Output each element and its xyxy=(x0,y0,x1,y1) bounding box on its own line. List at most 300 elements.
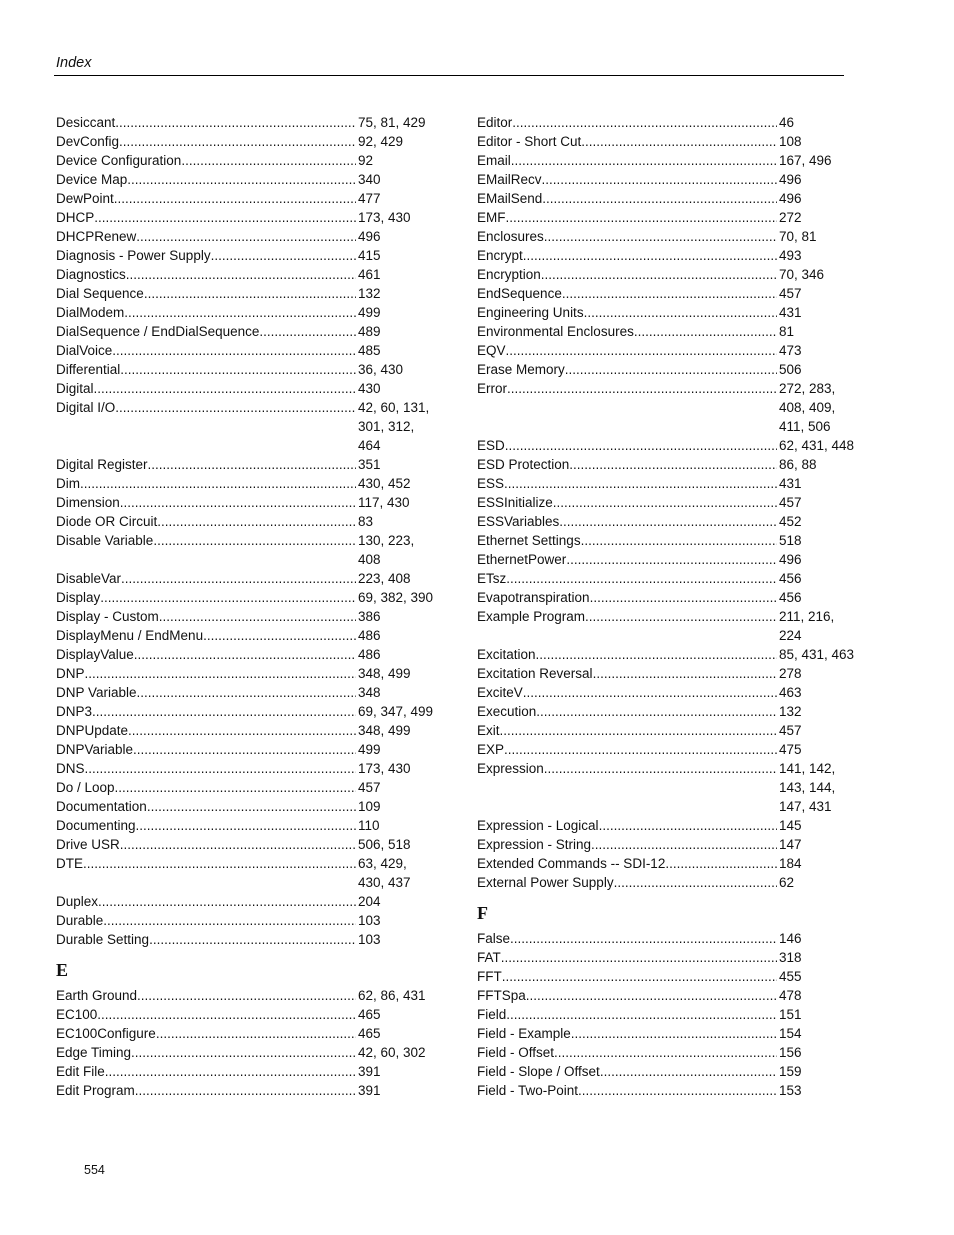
index-term: FFTSpa xyxy=(477,988,526,1003)
index-page-refs: 156 xyxy=(779,1045,802,1060)
index-page-refs: 506, 518 xyxy=(358,837,411,852)
index-term: Diagnosis - Power Supply xyxy=(56,248,211,263)
index-term: DNP xyxy=(56,666,85,681)
index-entry xyxy=(56,607,436,626)
index-page-refs: 486 xyxy=(358,628,381,643)
index-page-refs: 496 xyxy=(358,229,381,244)
index-entry xyxy=(56,1062,436,1081)
index-page-refs: 141, 142, 143, 144, 147, 431 xyxy=(779,761,836,814)
dot-leader xyxy=(181,151,356,170)
dot-leader xyxy=(126,265,356,284)
index-entry xyxy=(56,455,436,474)
index-entry xyxy=(477,170,857,189)
index-page-refs: 496 xyxy=(779,191,802,206)
dot-leader xyxy=(581,531,777,550)
dot-leader xyxy=(121,569,356,588)
index-page-refs: 167, 496 xyxy=(779,153,832,168)
index-entry xyxy=(477,1024,857,1043)
index-entry xyxy=(477,1081,857,1100)
index-entry xyxy=(477,929,857,948)
index-page-refs: 430 xyxy=(358,381,381,396)
dot-leader xyxy=(85,759,356,778)
index-page-refs: 475 xyxy=(779,742,802,757)
index-page-refs: 146 xyxy=(779,931,802,946)
index-entry xyxy=(56,1024,436,1043)
index-term: EthernetPower xyxy=(477,552,567,567)
index-term: Display - Custom xyxy=(56,609,159,624)
dot-leader xyxy=(136,227,356,246)
index-entry xyxy=(56,759,436,778)
entries-d-list xyxy=(56,113,436,949)
index-entry xyxy=(56,189,436,208)
index-term: Environmental Enclosures xyxy=(477,324,634,339)
index-page-refs: 452 xyxy=(779,514,802,529)
dot-leader xyxy=(553,493,777,512)
dot-leader xyxy=(114,189,356,208)
dot-leader xyxy=(566,550,777,569)
index-term: DialModem xyxy=(56,305,125,320)
index-page-refs: 318 xyxy=(779,950,802,965)
dot-leader xyxy=(115,113,356,132)
index-page-refs: 465 xyxy=(358,1026,381,1041)
index-entry xyxy=(477,436,857,455)
index-page-refs: 173, 430 xyxy=(358,761,411,776)
index-term: Drive USR xyxy=(56,837,120,852)
index-term: Field - Example xyxy=(477,1026,571,1041)
dot-leader xyxy=(593,664,777,683)
dot-leader xyxy=(504,474,777,493)
index-page-refs: 386 xyxy=(358,609,381,624)
index-term: ESD xyxy=(477,438,505,453)
index-term: DialVoice xyxy=(56,343,113,358)
index-page-refs: 211, 216, 224 xyxy=(779,609,835,643)
dot-leader xyxy=(156,1024,356,1043)
index-page-refs: 109 xyxy=(358,799,381,814)
dot-leader xyxy=(85,664,356,683)
index-page-refs: 86, 88 xyxy=(779,457,817,472)
index-term: EMF xyxy=(477,210,506,225)
dot-leader xyxy=(153,531,356,569)
index-term: DewPoint xyxy=(56,191,114,206)
index-page-refs: 223, 408 xyxy=(358,571,411,586)
index-entry xyxy=(477,759,857,816)
index-entry xyxy=(56,531,436,569)
index-entry xyxy=(56,208,436,227)
dot-leader xyxy=(144,284,356,303)
index-entry xyxy=(477,303,857,322)
dot-leader xyxy=(565,360,777,379)
index-entry xyxy=(477,1043,857,1062)
index-entry xyxy=(56,702,436,721)
index-term: Field - Two-Point xyxy=(477,1083,579,1098)
index-entry xyxy=(56,911,436,930)
index-page-refs: 69, 347, 499 xyxy=(358,704,434,719)
index-entry xyxy=(56,930,436,949)
index-page-refs: 103 xyxy=(358,932,381,947)
dot-leader xyxy=(94,379,356,398)
index-page-refs: 473 xyxy=(779,343,802,358)
dot-leader xyxy=(590,588,777,607)
index-term: Editor xyxy=(477,115,513,130)
index-term: External Power Supply xyxy=(477,875,614,890)
index-entry xyxy=(477,512,857,531)
dot-leader xyxy=(585,607,777,645)
index-term: Excitation Reversal xyxy=(477,666,593,681)
dot-leader xyxy=(523,246,777,265)
index-page-refs: 83 xyxy=(358,514,374,529)
index-entry xyxy=(56,778,436,797)
index-entry xyxy=(56,322,436,341)
index-page-refs: 457 xyxy=(779,723,802,738)
index-term: DisplayValue xyxy=(56,647,134,662)
index-page-refs: 465 xyxy=(358,1007,381,1022)
dot-leader xyxy=(147,797,356,816)
index-page-refs: 117, 430 xyxy=(358,495,410,510)
index-page-refs: 130, 223, 408 xyxy=(358,533,415,567)
index-term: Device Configuration xyxy=(56,153,182,168)
index-term: Display xyxy=(56,590,101,605)
index-page-refs: 272, 283, 408, 409, 411, 506 xyxy=(779,381,836,434)
index-entry xyxy=(477,474,857,493)
index-entry xyxy=(477,740,857,759)
index-term: ESSInitialize xyxy=(477,495,553,510)
dot-leader xyxy=(569,455,777,474)
header-rule xyxy=(54,75,844,76)
index-term: Dimension xyxy=(56,495,120,510)
index-term: Field - Slope / Offset xyxy=(477,1064,600,1079)
dot-leader xyxy=(578,1081,777,1100)
index-term: Expression - Logical xyxy=(477,818,599,833)
index-page-refs: 486 xyxy=(358,647,381,662)
dot-leader xyxy=(128,721,356,740)
index-entry xyxy=(56,588,436,607)
index-entry xyxy=(56,569,436,588)
index-term: Engineering Units xyxy=(477,305,584,320)
index-entry xyxy=(56,265,436,284)
index-page-refs: 103 xyxy=(358,913,381,928)
index-term: False xyxy=(477,931,511,946)
index-page-refs: 108 xyxy=(779,134,802,149)
index-entry xyxy=(477,265,857,284)
index-entry xyxy=(477,721,857,740)
index-entry xyxy=(56,645,436,664)
index-entry xyxy=(56,797,436,816)
index-page-refs: 70, 81 xyxy=(779,229,817,244)
index-term: DHCP xyxy=(56,210,95,225)
index-entry xyxy=(477,189,857,208)
dot-leader xyxy=(148,455,356,474)
index-term: Email xyxy=(477,153,511,168)
dot-leader xyxy=(159,607,356,626)
dot-leader xyxy=(506,341,777,360)
index-page-refs: 478 xyxy=(779,988,802,1003)
index-term: Evapotranspiration xyxy=(477,590,590,605)
dot-leader xyxy=(259,322,356,341)
index-term: Durable xyxy=(56,913,104,928)
index-term: Erase Memory xyxy=(477,362,565,377)
index-term: EQV xyxy=(477,343,506,358)
dot-leader xyxy=(506,569,777,588)
index-page-refs: 92 xyxy=(358,153,374,168)
index-term: Field xyxy=(477,1007,507,1022)
dot-leader xyxy=(562,284,777,303)
dot-leader xyxy=(133,740,356,759)
index-entry xyxy=(56,664,436,683)
index-entry xyxy=(56,113,436,132)
index-entry xyxy=(477,531,857,550)
index-page-refs: 477 xyxy=(358,191,381,206)
index-entry xyxy=(56,626,436,645)
index-page-refs: 63, 429, 430, 437 xyxy=(358,856,411,890)
dot-leader xyxy=(124,303,356,322)
index-entry xyxy=(477,702,857,721)
index-term: EMailRecv xyxy=(477,172,542,187)
dot-leader xyxy=(542,170,777,189)
dot-leader xyxy=(137,986,356,1005)
index-entry xyxy=(477,1005,857,1024)
index-term: DTE xyxy=(56,856,83,871)
index-page-refs: 496 xyxy=(779,552,802,567)
index-page-refs: 36, 430 xyxy=(358,362,404,377)
dot-leader xyxy=(614,873,777,892)
dot-leader xyxy=(504,740,777,759)
dot-leader xyxy=(512,113,777,132)
index-entry xyxy=(56,360,436,379)
index-term: Digital I/O xyxy=(56,400,116,415)
dot-leader xyxy=(157,512,356,531)
index-page-refs: 455 xyxy=(779,969,802,984)
dot-leader xyxy=(211,246,356,265)
index-term: Device Map xyxy=(56,172,128,187)
index-page-refs: 272 xyxy=(779,210,802,225)
index-page-refs: 340 xyxy=(358,172,381,187)
index-entry xyxy=(477,835,857,854)
index-entry xyxy=(56,892,436,911)
index-term: Encryption xyxy=(477,267,541,282)
dot-leader xyxy=(571,1024,777,1043)
dot-leader xyxy=(506,208,778,227)
index-page-refs: 457 xyxy=(779,495,802,510)
dot-leader xyxy=(505,436,777,455)
index-page-refs: 391 xyxy=(358,1064,381,1079)
index-entry xyxy=(56,303,436,322)
index-page-refs: 506 xyxy=(779,362,802,377)
dot-leader xyxy=(120,493,356,512)
index-entry xyxy=(477,986,857,1005)
index-term: DNPVariable xyxy=(56,742,134,757)
dot-leader xyxy=(203,626,356,645)
index-page-refs: 431 xyxy=(779,305,802,320)
index-page-refs: 485 xyxy=(358,343,381,358)
index-term: Documentation xyxy=(56,799,147,814)
dot-leader xyxy=(523,683,777,702)
index-term: FAT xyxy=(477,950,501,965)
entries-e-continued-list xyxy=(477,113,857,892)
index-entry xyxy=(477,379,857,436)
index-page-refs: 278 xyxy=(779,666,802,681)
dot-leader xyxy=(97,1005,356,1024)
index-entry xyxy=(56,132,436,151)
index-page-refs: 42, 60, 131, 301, 312, 464 xyxy=(358,400,430,453)
index-page-refs: 70, 346 xyxy=(779,267,825,282)
index-page-refs: 184 xyxy=(779,856,802,871)
index-entry xyxy=(56,1043,436,1062)
index-entry xyxy=(56,854,436,892)
index-page-refs: 62, 86, 431 xyxy=(358,988,426,1003)
index-page-refs: 456 xyxy=(779,590,802,605)
index-entry xyxy=(477,816,857,835)
index-term: Expression xyxy=(477,761,544,776)
index-page-refs: 147 xyxy=(779,837,802,852)
index-page-refs: 457 xyxy=(358,780,381,795)
index-entry xyxy=(56,721,436,740)
index-term: Differential xyxy=(56,362,121,377)
index-page-refs: 132 xyxy=(779,704,802,719)
index-term: Disable Variable xyxy=(56,533,154,548)
index-term: Extended Commands -- SDI-12 xyxy=(477,856,666,871)
index-term: Edit Program xyxy=(56,1083,135,1098)
dot-leader xyxy=(584,303,777,322)
entries-f-list xyxy=(477,929,857,1100)
dot-leader xyxy=(554,1043,777,1062)
index-term: Editor - Short Cut xyxy=(477,134,582,149)
page-number: 554 xyxy=(84,1163,105,1177)
index-page-refs: 81 xyxy=(779,324,795,339)
index-entry xyxy=(56,835,436,854)
dot-leader xyxy=(100,588,356,607)
dot-leader xyxy=(506,1005,777,1024)
index-page-refs: 391 xyxy=(358,1083,381,1098)
dot-leader xyxy=(511,151,777,170)
dot-leader xyxy=(98,892,356,911)
dot-leader xyxy=(502,967,777,986)
index-page-refs: 493 xyxy=(779,248,802,263)
index-term: Edge Timing xyxy=(56,1045,132,1060)
index-page-refs: 92, 429 xyxy=(358,134,404,149)
dot-leader xyxy=(94,208,356,227)
index-entry xyxy=(56,683,436,702)
dot-leader xyxy=(103,911,356,930)
index-entry xyxy=(56,816,436,835)
index-entry xyxy=(477,550,857,569)
index-term: Earth Ground xyxy=(56,988,138,1003)
dot-leader xyxy=(501,948,777,967)
index-entry xyxy=(56,1081,436,1100)
dot-leader xyxy=(115,778,356,797)
index-entry xyxy=(56,341,436,360)
dot-leader xyxy=(542,189,777,208)
index-entry xyxy=(477,284,857,303)
index-entry xyxy=(477,1062,857,1081)
dot-leader xyxy=(599,816,777,835)
index-entry xyxy=(477,227,857,246)
index-page-refs: 132 xyxy=(358,286,381,301)
dot-leader xyxy=(136,816,356,835)
index-entry xyxy=(477,322,857,341)
index-entry xyxy=(56,151,436,170)
dot-leader xyxy=(135,1081,356,1100)
index-page-refs: 348, 499 xyxy=(358,666,411,681)
index-entry xyxy=(477,664,857,683)
index-page-refs: 489 xyxy=(358,324,381,339)
index-page-refs: 145 xyxy=(779,818,802,833)
dot-leader xyxy=(541,265,777,284)
index-term: DisplayMenu / EndMenu xyxy=(56,628,204,643)
index-term: Error xyxy=(477,381,507,396)
index-term: Digital xyxy=(56,381,94,396)
dot-leader xyxy=(591,835,777,854)
index-term: DNP3 xyxy=(56,704,93,719)
index-term: DNP Variable xyxy=(56,685,137,700)
dot-leader xyxy=(120,360,356,379)
index-page-refs: 463 xyxy=(779,685,802,700)
index-term: FFT xyxy=(477,969,502,984)
index-term: Excitation xyxy=(477,647,536,662)
index-entry xyxy=(56,398,436,455)
index-column-right xyxy=(477,113,857,1100)
dot-leader xyxy=(544,227,777,246)
index-page-refs: 457 xyxy=(779,286,802,301)
index-page-refs: 62 xyxy=(779,875,795,890)
dot-leader xyxy=(112,341,356,360)
index-page-refs: 173, 430 xyxy=(358,210,411,225)
index-term: DisableVar xyxy=(56,571,122,586)
index-entry xyxy=(477,113,857,132)
index-term: Digital Register xyxy=(56,457,148,472)
dot-leader xyxy=(105,1062,356,1081)
dot-leader xyxy=(115,398,356,455)
index-entry xyxy=(477,967,857,986)
dot-leader xyxy=(634,322,777,341)
index-entry xyxy=(477,854,857,873)
index-entry xyxy=(56,170,436,189)
index-term: EC100 xyxy=(56,1007,98,1022)
index-entry xyxy=(477,493,857,512)
index-page-refs: 154 xyxy=(779,1026,802,1041)
index-page-refs: 110 xyxy=(358,818,380,833)
dot-leader xyxy=(119,132,356,151)
index-page-refs: 430, 452 xyxy=(358,476,411,491)
dot-leader xyxy=(600,1062,777,1081)
index-page-refs: 153 xyxy=(779,1083,802,1098)
index-term: Diagnostics xyxy=(56,267,126,282)
index-page-refs: 456 xyxy=(779,571,802,586)
index-term: DevConfig xyxy=(56,134,120,149)
index-page-refs: 499 xyxy=(358,305,381,320)
index-entry xyxy=(56,493,436,512)
dot-leader xyxy=(149,930,356,949)
index-term: Do / Loop xyxy=(56,780,115,795)
index-term: Ethernet Settings xyxy=(477,533,581,548)
index-entry xyxy=(56,512,436,531)
dot-leader xyxy=(665,854,777,873)
index-term: DNS xyxy=(56,761,85,776)
index-entry xyxy=(477,246,857,265)
dot-leader xyxy=(137,683,356,702)
index-page-refs: 151 xyxy=(779,1007,802,1022)
index-entry xyxy=(477,341,857,360)
index-term: Field - Offset xyxy=(477,1045,555,1060)
index-page-refs: 499 xyxy=(358,742,381,757)
index-term: Documenting xyxy=(56,818,136,833)
dot-leader xyxy=(131,1043,356,1062)
index-term: Example Program xyxy=(477,609,586,624)
dot-leader xyxy=(544,759,777,816)
index-entry xyxy=(56,246,436,265)
dot-leader xyxy=(134,645,356,664)
index-term: EC100Configure xyxy=(56,1026,156,1041)
index-term: Enclosures xyxy=(477,229,544,244)
